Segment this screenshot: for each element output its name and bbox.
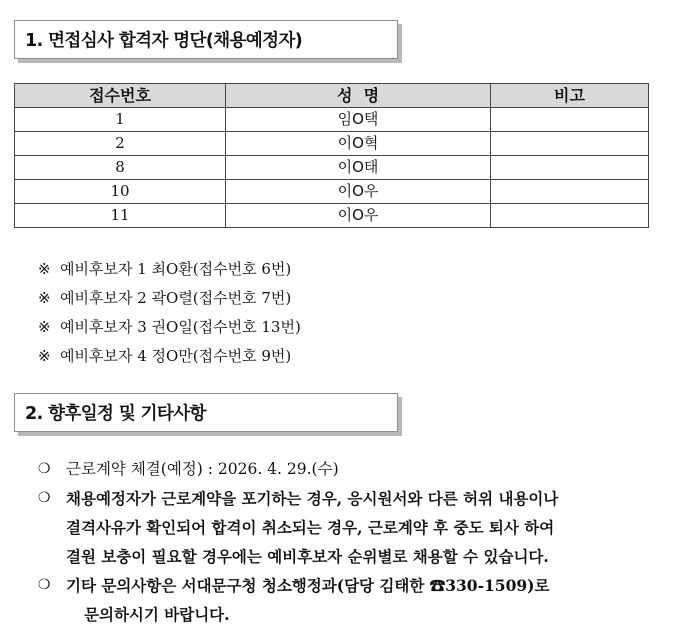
row-note-cell [491, 204, 649, 228]
table-row [15, 180, 649, 204]
reference-mark-icon: ※ [38, 289, 51, 307]
list-item [38, 484, 658, 571]
table-row [15, 108, 649, 132]
table-header-row [15, 84, 649, 108]
section-2-title: 2. 향후일정 및 기타사항 [25, 404, 206, 424]
row-name-cell: 이O태 [226, 156, 491, 180]
circle-bullet-icon: ❍ [38, 490, 51, 506]
row-note-cell [491, 180, 649, 204]
list-item [38, 287, 301, 316]
section-2-heading [14, 393, 398, 432]
reference-mark-icon: ※ [38, 347, 51, 365]
row-name-cell: 이O우 [226, 180, 491, 204]
table-row [15, 132, 649, 156]
list-item [38, 455, 658, 484]
section-1-heading [14, 20, 398, 59]
row-name-cell: 임O택 [226, 108, 491, 132]
reference-mark-icon: ※ [38, 318, 51, 336]
row-number-cell: 1 [15, 108, 226, 132]
alternate-text: 예비후보자 3 권O일(접수번호 13번) [60, 318, 301, 336]
column-header-name: 성 명 [226, 84, 491, 108]
list-item [38, 345, 301, 374]
successful-candidates-table [14, 83, 649, 228]
row-note-cell [491, 156, 649, 180]
alternate-text: 예비후보자 4 정O만(접수번호 9번) [60, 347, 292, 365]
alternate-policy-line-1: 채용예정자가 근로계약을 포기하는 경우, 응시원서와 다른 허위 내용이나 [66, 489, 559, 508]
alternate-policy-line-3: 결원 보충이 필요할 경우에는 예비후보자 순위별로 채용할 수 있습니다. [66, 547, 549, 566]
row-note-cell [491, 108, 649, 132]
list-item [38, 258, 301, 287]
row-number-cell: 2 [15, 132, 226, 156]
alternate-candidates-list [38, 258, 301, 374]
row-number-cell: 10 [15, 180, 226, 204]
contract-date-text: 근로계약 체결(예정) : 2026. 4. 29.(수) [66, 460, 339, 478]
schedule-list [38, 455, 658, 629]
circle-bullet-icon: ❍ [38, 461, 51, 477]
reference-mark-icon: ※ [38, 260, 51, 278]
row-number-cell: 11 [15, 204, 226, 228]
row-name-cell: 이O우 [226, 204, 491, 228]
row-note-cell [491, 132, 649, 156]
row-number-cell: 8 [15, 156, 226, 180]
column-header-note: 비고 [491, 84, 649, 108]
alternate-policy-line-2: 결격사유가 확인되어 합격이 취소되는 경우, 근로계약 후 중도 퇴사 하여 [66, 518, 555, 537]
row-name-cell: 이O혁 [226, 132, 491, 156]
table-row [15, 204, 649, 228]
list-item [38, 316, 301, 345]
section-1-title: 1. 면접심사 합격자 명단(채용예정자) [25, 31, 303, 51]
list-item [38, 571, 658, 629]
column-header-number: 접수번호 [15, 84, 226, 108]
table-row [15, 156, 649, 180]
inquiry-line-2: 문의하시기 바랍니다. [84, 605, 230, 624]
alternate-text: 예비후보자 2 곽O렬(접수번호 7번) [60, 289, 292, 307]
circle-bullet-icon: ❍ [38, 577, 51, 593]
inquiry-line-1: 기타 문의사항은 서대문구청 청소행정과(담당 김태한 ☎330-1509)로 [66, 576, 550, 595]
alternate-text: 예비후보자 1 최O환(접수번호 6번) [60, 260, 292, 278]
